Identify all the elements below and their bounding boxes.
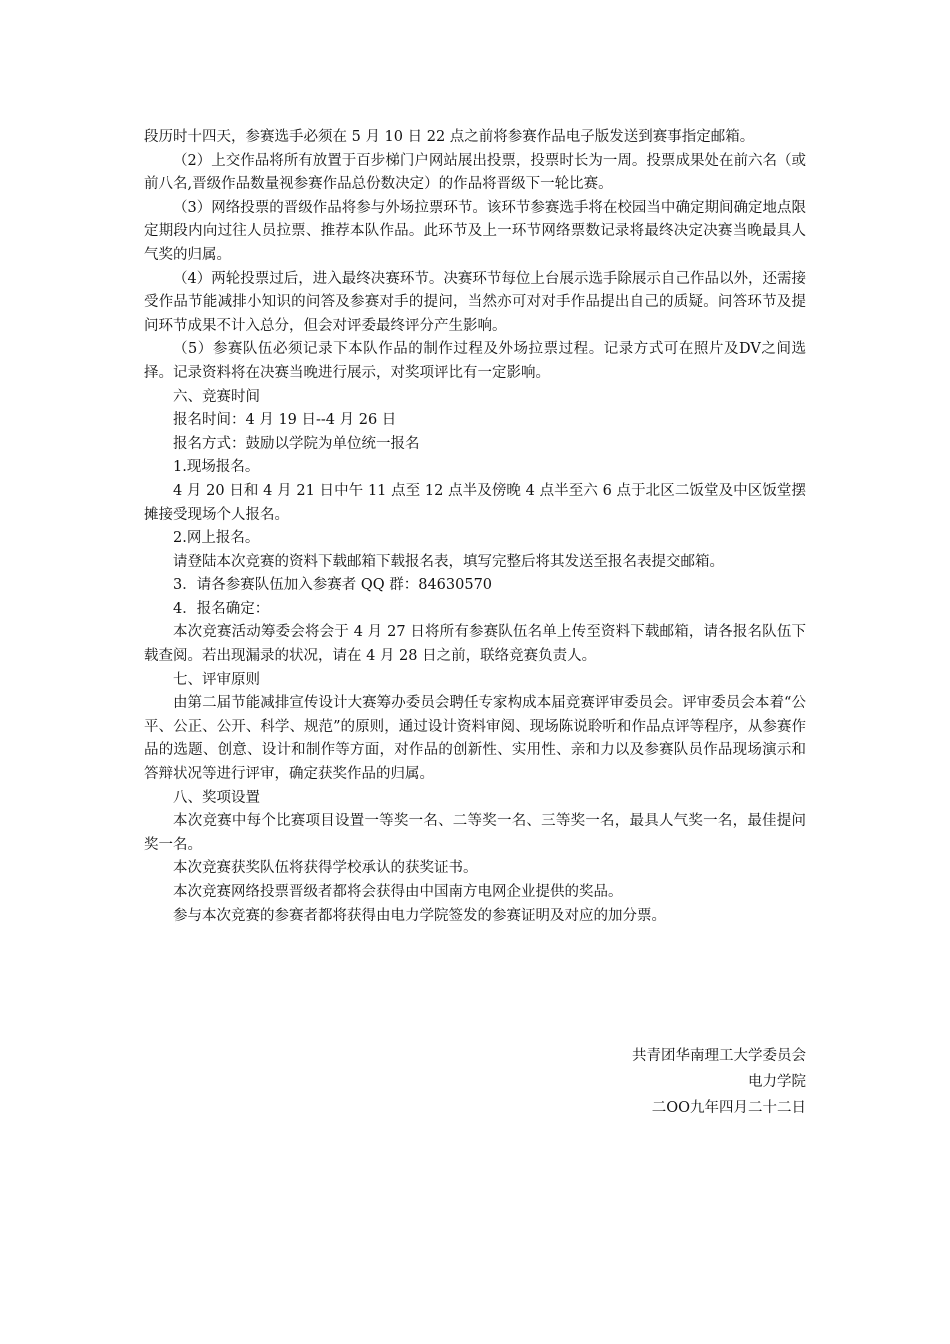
paragraph-item-3: （3）网络投票的晋级作品将参与外场拉票环节。该环节参赛选手将在校园当中确定期间确定地点限定期段内向过往人员拉票、推荐本队作品。此环节及上一环节网络票数记录将最终决定决赛当晚最具人气奖的归属。 — [144, 199, 806, 263]
section-heading-awards: 八、奖项设置 — [173, 789, 260, 806]
signature-date: 二OO九年四月二十二日 — [651, 1100, 806, 1116]
paragraph-item-5: （5）参赛队伍必须记录下本队作品的制作过程及外场拉票过程。记录方式可在照片及DV之间选择。记录资料将在决赛当晚进行展示，对奖项评比有一定影响。 — [144, 341, 806, 381]
paragraph-continuation: 段历时十四天，参赛选手必须在 5 月 10 日 22 点之前将参赛作品电子版发送到赛事指定邮箱。 — [144, 129, 755, 145]
paragraph-registration-time: 报名时间：4 月 19 日--4 月 26 日 — [173, 412, 397, 429]
paragraph-item-4: （4）两轮投票过后，进入最终决赛环节。决赛环节每位上台展示选手除展示自己作品以外，还需接受作品节能减排小知识的问答及参赛对手的提问，当然亦可对对手作品提出自己的质疑。问答环节及提问环节成果不计入总分，但会对评委最终评分产生影响。 — [144, 270, 806, 334]
paragraph-online-registration: 2.网上报名。 — [173, 530, 260, 547]
paragraph-certificate: 本次竞赛获奖队伍将获得学校承认的获奖证书。 — [173, 860, 478, 877]
signature-organization: 共青团华南理工大学委员会 — [632, 1048, 806, 1064]
paragraph-registration-method: 报名方式：鼓励以学院为单位统一报名 — [173, 435, 420, 452]
paragraph-item-2: （2）上交作品将所有放置于百步梯门户网站展出投票，投票时长为一周。投票成果处在前六名（或前八名,晋级作品数量视参赛作品总份数决定）的作品将晋级下一轮比赛。 — [144, 152, 806, 193]
paragraph-online-details: 请登陆本次竞赛的资料下载邮箱下载报名表，填写完整后将其发送至报名表提交邮箱。 — [173, 553, 724, 570]
paragraph-confirmation: 4．报名确定： — [173, 600, 270, 617]
paragraph-prizes: 本次竞赛网络投票晋级者都将会获得由中国南方电网企业提供的奖品。 — [173, 884, 623, 900]
paragraph-onsite-details: 4 月 20 日和 4 月 21 日中午 11 点至 12 点半及傍晚 4 点半至六 6 点于北区二饭堂及中区饭堂摆摊接受现场个人报名。 — [144, 482, 806, 523]
section-heading-schedule: 六、竞赛时间 — [173, 388, 260, 405]
paragraph-participation-proof: 参与本次竞赛的参赛者都将获得由电力学院签发的参赛证明及对应的加分票。 — [173, 907, 666, 924]
paragraph-awards-list: 本次竞赛中每个比赛项目设置一等奖一名、二等奖一名、三等奖一名，最具人气奖一名，最佳提问奖一名。 — [144, 813, 806, 853]
signature-department: 电力学院 — [748, 1074, 806, 1090]
paragraph-judging-details: 由第二届节能减排宣传设计大赛筹办委员会聘任专家构成本届竞赛评审委员会。评审委员会本着“公平、公正、公开、科学、规范”的原则，通过设计资料审阅、现场陈说聆听和作品点评等程序，从参赛作品的选题、创意、设计和制作等方面，对作品的创新性、实用性、亲和力以及参赛队员作品现场演示和答辩状况等进行评审，确定获奖作品的归属。 — [144, 695, 806, 783]
paragraph-onsite-registration: 1.现场报名。 — [173, 459, 260, 476]
section-heading-judging: 七、评审原则 — [173, 671, 260, 688]
paragraph-qq-group: 3．请各参赛队伍加入参赛者 QQ 群：84630570 — [173, 577, 493, 594]
paragraph-confirmation-details: 本次竞赛活动筹委会将会于 4 月 27 日将所有参赛队伍名单上传至资料下载邮箱，请各报名队伍下载查阅。若出现漏录的状况，请在 4 月 28 日之前，联络竞赛负责人。 — [144, 624, 806, 665]
document-body — [144, 126, 806, 928]
